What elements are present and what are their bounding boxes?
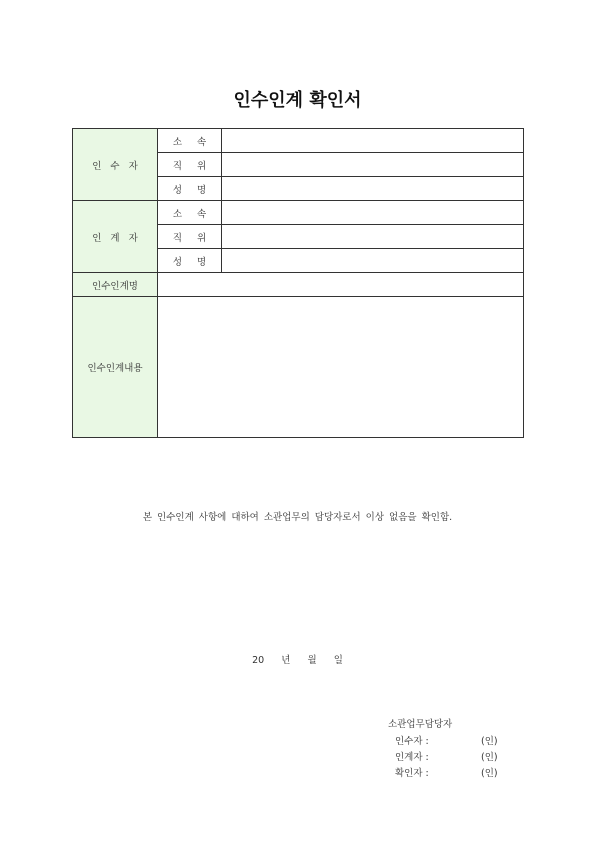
giver-affiliation-label: 소 속	[158, 201, 222, 225]
giver-affiliation-row	[73, 201, 524, 225]
handover-content-label: 인수인계내용	[73, 297, 158, 438]
handover-name-field[interactable]	[158, 273, 524, 297]
handover-form-table	[72, 128, 524, 438]
signature-row-confirmer	[395, 765, 505, 779]
giver-label: 인 계 자	[73, 201, 158, 273]
signature-seal-receiver[interactable]: (인)	[481, 736, 498, 747]
handover-name-row	[73, 273, 524, 297]
giver-name-field[interactable]	[222, 249, 524, 273]
receiver-name-label: 성 명	[158, 177, 222, 201]
giver-affiliation-field[interactable]	[222, 201, 524, 225]
receiver-affiliation-row	[73, 129, 524, 153]
handover-content-row	[73, 297, 524, 438]
signature-row-receiver	[395, 733, 505, 747]
date-day-label: 일	[333, 655, 343, 666]
date-month-label: 월	[307, 655, 317, 666]
receiver-position-label: 직 위	[158, 153, 222, 177]
receiver-affiliation-label: 소 속	[158, 129, 222, 153]
signature-label-receiver: 인수자 :	[395, 736, 429, 747]
giver-position-field[interactable]	[222, 225, 524, 249]
giver-name-label: 성 명	[158, 249, 222, 273]
signature-seal-confirmer[interactable]: (인)	[481, 768, 498, 779]
signature-row-giver	[395, 749, 505, 763]
date-line	[0, 652, 595, 666]
signature-label-confirmer: 확인자 :	[395, 768, 429, 779]
signature-seal-giver[interactable]: (인)	[481, 752, 498, 763]
signature-block-title: 소관업무담당자	[388, 719, 453, 730]
giver-position-label: 직 위	[158, 225, 222, 249]
date-year-label: 년	[281, 655, 291, 666]
handover-content-field[interactable]	[158, 297, 524, 438]
receiver-affiliation-field[interactable]	[222, 129, 524, 153]
receiver-label: 인 수 자	[73, 129, 158, 201]
receiver-name-field[interactable]	[222, 177, 524, 201]
date-year-prefix: 20	[252, 655, 265, 666]
handover-name-label: 인수인계명	[73, 273, 158, 297]
receiver-position-field[interactable]	[222, 153, 524, 177]
signature-label-giver: 인계자 :	[395, 752, 429, 763]
document-title: 인수인계 확인서	[233, 90, 362, 111]
confirmation-statement: 본 인수인계 사항에 대하여 소관업무의 담당자로서 이상 없음을 확인함.	[142, 512, 453, 523]
